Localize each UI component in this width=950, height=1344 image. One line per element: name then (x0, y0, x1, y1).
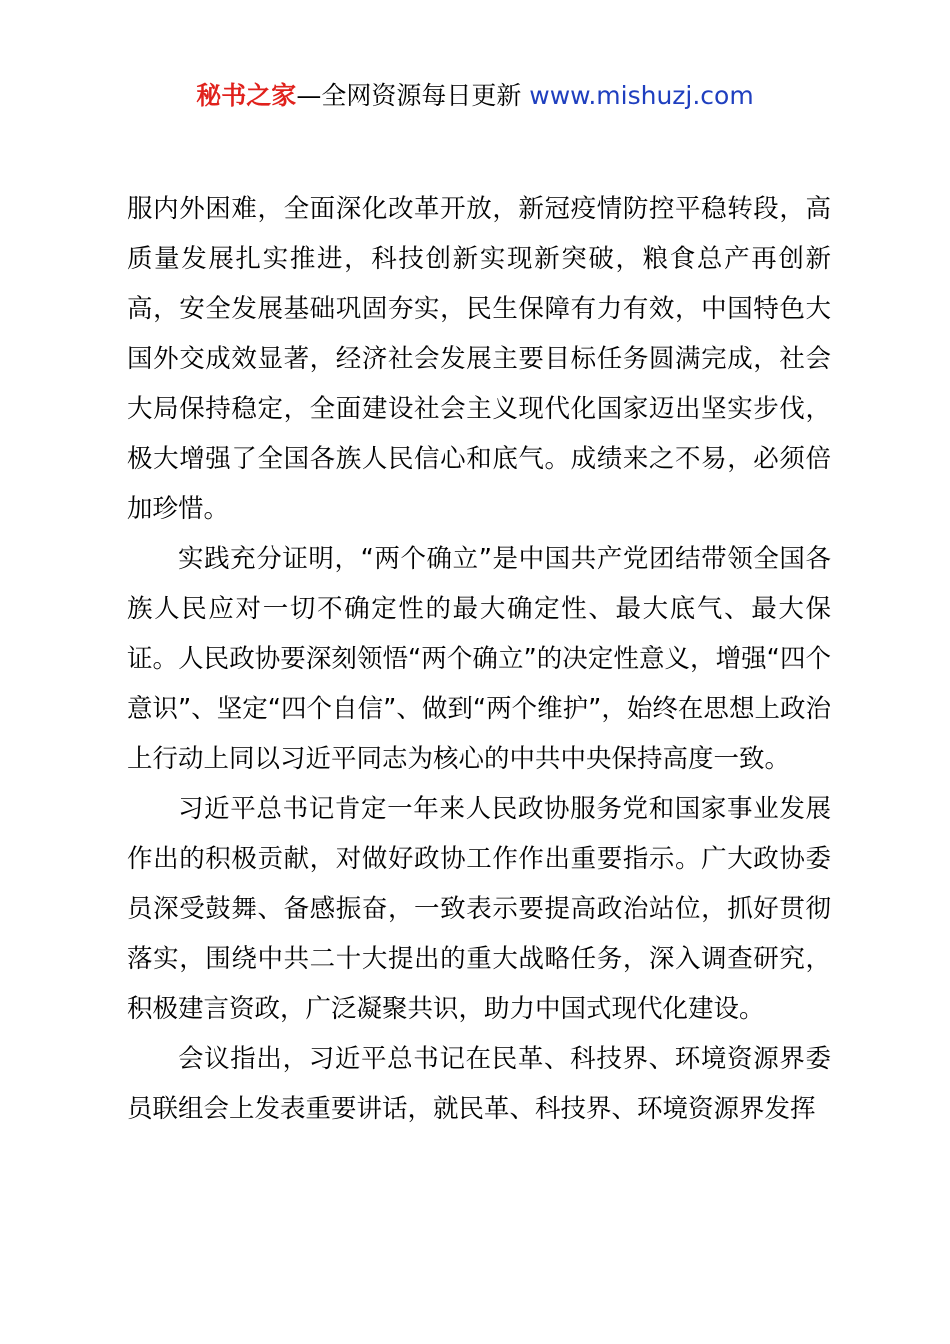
paragraph-general-secretary-affirmation: 习近平总书记肯定一年来人民政协服务党和国家事业发展作出的积极贡献，对做好政协工作作出重要指示。广大政协委员深受鼓舞、备感振奋，一致表示要提高政治站位，抓好贯彻落实，围绕中共二十大提出的重大战略任务，深入调查研究，积极建言资政，广泛凝聚共识，助力中国式现代化建设。 (127, 794, 831, 1024)
site-tagline: —全网资源每日更新 (296, 81, 522, 110)
site-brand: 秘书之家 (196, 81, 297, 110)
site-url-link[interactable]: www.mishuzj.com (529, 81, 754, 110)
paragraph-two-establishments: 实践充分证明，“两个确立”是中国共产党团结带领全国各族人民应对一切不确定性的最大确定性、最大底气、最大保证。人民政协要深刻领悟“两个确立”的决定性意义，增强“四个意识”、坚定“四个自信”、做到“两个维护”，始终在思想上政治上行动上同以习近平同志为核心的中共中央保持高度一致。 (127, 544, 831, 774)
paragraph-continued: 服内外困难，全面深化改革开放，新冠疫情防控平稳转段，高质量发展扎实推进，科技创新实现新突破，粮食总产再创新高，安全发展基础巩固夯实，民生保障有力有效，中国特色大国外交成效显著，经济社会发展主要目标任务圆满完成，社会大局保持稳定，全面建设社会主义现代化国家迈出坚实步伐，极大增强了全国各族人民信心和底气。成绩来之不易，必须倍加珍惜。 (127, 194, 831, 524)
paragraph-meeting-pointed-out: 会议指出，习近平总书记在民革、科技界、环境资源界委员联组会上发表重要讲话，就民革、科技界、环境资源界发挥 (127, 1044, 831, 1124)
document-body (127, 184, 831, 1134)
site-header (0, 78, 950, 114)
